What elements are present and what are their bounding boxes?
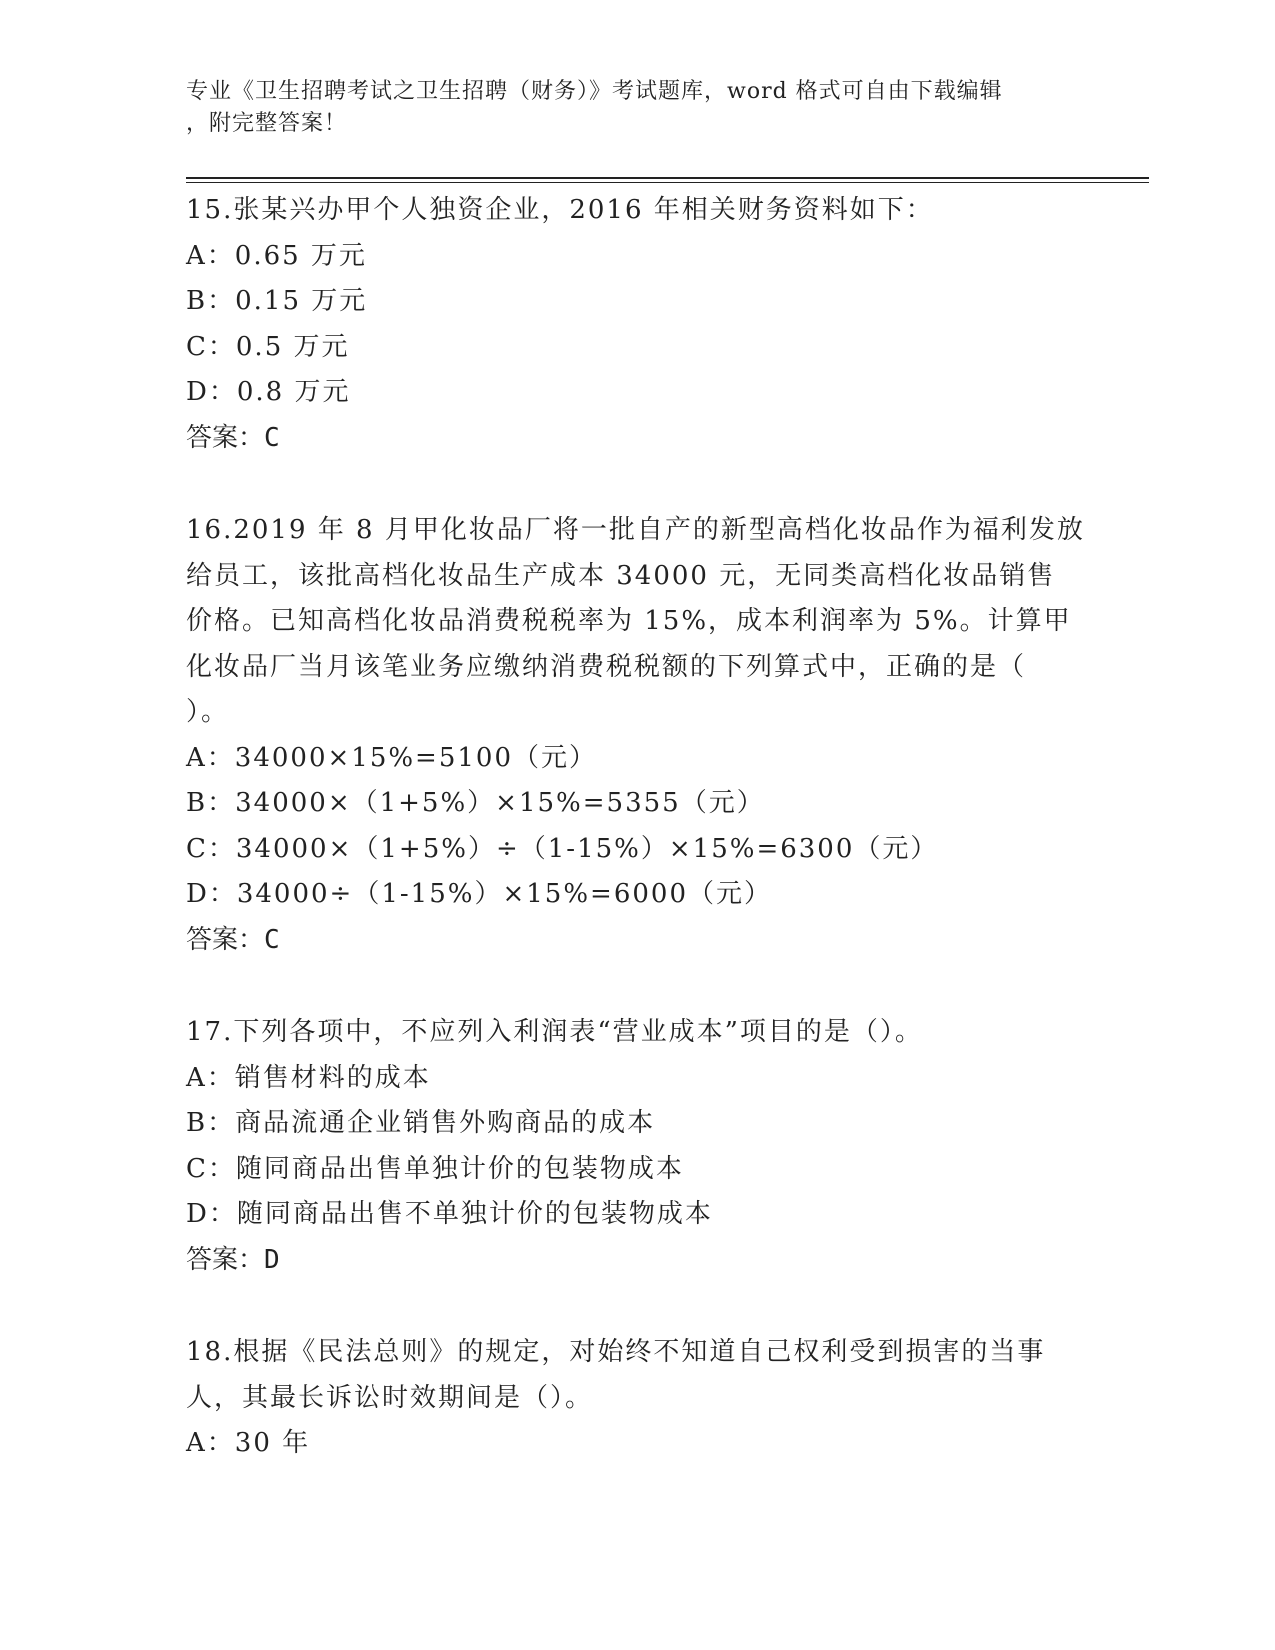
answer-line: 答案：C bbox=[186, 924, 280, 955]
question-stem: 16.2019 年 8 月甲化妆品厂将一批自产的新型高档化妆品作为福利发放 给员工，该批高档化妆品生产成本 34000 元，无同类高档化妆品销售 价格。已知高档化妆品消费税税率为 15%，成本利润率为 5%。计算甲 化妆品厂当月该笔业务应缴纳消费税税额的下列算式中，正确的是（ ）。 bbox=[186, 515, 1085, 727]
header-line-1: 专业《卫生招聘考试之卫生招聘（财务）》考试题库，word 格式可自由下载编辑 bbox=[186, 79, 1003, 104]
option-c: C：0.5 万元 bbox=[186, 331, 350, 362]
question-18 bbox=[186, 1330, 1086, 1467]
option-d: D：随同商品出售不单独计价的包装物成本 bbox=[186, 1199, 713, 1229]
question-15 bbox=[186, 188, 1086, 461]
option-c: C：随同商品出售单独计价的包装物成本 bbox=[186, 1153, 684, 1184]
option-b: B：0.15 万元 bbox=[186, 286, 368, 316]
option-a: A：销售材料的成本 bbox=[186, 1062, 431, 1093]
option-a: A：0.65 万元 bbox=[186, 240, 367, 271]
option-a: A：34000×15%=5100（元） bbox=[186, 742, 598, 773]
question-17 bbox=[186, 1010, 1086, 1283]
option-d: D：0.8 万元 bbox=[186, 377, 351, 407]
question-16 bbox=[186, 508, 1086, 963]
option-b: B：商品流通企业销售外购商品的成本 bbox=[186, 1108, 656, 1138]
question-stem: 18.根据《民法总则》的规定，对始终不知道自己权利受到损害的当事 人，其最长诉讼时效期间是（）。 bbox=[186, 1337, 1046, 1413]
question-stem: 15.张某兴办甲个人独资企业，2016 年相关财务资料如下： bbox=[186, 195, 934, 225]
option-c: C：34000×（1+5%）÷（1-15%）×15%=6300（元） bbox=[186, 833, 939, 864]
option-a: A：30 年 bbox=[186, 1428, 311, 1458]
question-stem: 17.下列各项中，不应列入利润表“营业成本”项目的是（）。 bbox=[186, 1017, 923, 1047]
option-b: B：34000×（1+5%）×15%=5355（元） bbox=[186, 788, 765, 818]
answer-line: 答案：D bbox=[186, 1244, 280, 1275]
question-list bbox=[186, 188, 1086, 1514]
header-divider-thick bbox=[186, 177, 1149, 179]
document-header bbox=[186, 76, 1066, 140]
header-divider-thin bbox=[186, 182, 1149, 183]
option-d: D：34000÷（1-15%）×15%=6000（元） bbox=[186, 879, 772, 909]
answer-line: 答案：C bbox=[186, 422, 280, 453]
header-line-2: ，附完整答案！ bbox=[186, 111, 348, 136]
